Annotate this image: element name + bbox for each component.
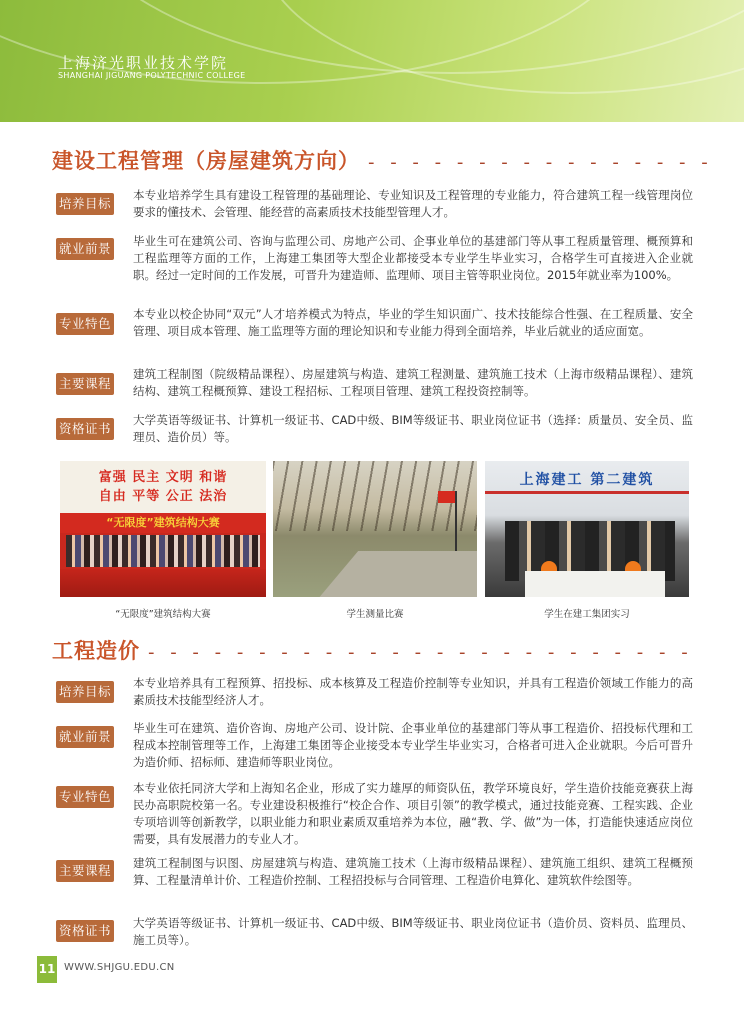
label-features: 专业特色 (56, 313, 114, 335)
text-features: 本专业以校企协同“双元”人才培养模式为特点，毕业的学生知识面广、技术技能综合性强、在工程质量、安全管理、项目成本管理、施工监理等方面的理论知识和专业能力得到全面培养，毕业后就业的适应面宽。 (133, 307, 693, 338)
photo-hardhat (625, 561, 641, 571)
photo-hardhat (541, 561, 557, 571)
page-header (0, 0, 744, 122)
label-certificates: 资格证书 (56, 920, 114, 942)
photo-surveying-contest (273, 461, 477, 597)
photo-red-flag (438, 491, 456, 503)
photo-internship (485, 461, 689, 597)
text-features: 本专业依托同济大学和上海知名企业，形成了实力雄厚的师资队伍，教学环境良好，学生造价技能竞赛获上海民办高职院校第一名。专业建设积极推行“校企合作、项目引领”的教学模式，通过技能竞赛、工程实践、企业专项培训等创新教学，以职业能力和职业素质双重培养为本位，融“教、学、做”为一体，打造能快速适应岗位需要，具有发展潜力的专业人才。 (133, 781, 693, 846)
text-courses: 建筑工程制图与识图、房屋建筑与构造、建筑施工技术（上海市级精品课程）、建筑施工组织、建筑工程概预算、工程量清单计价、工程造价控制、工程招投标与合同管理、工程造价电算化、建筑软件绘图等。 (133, 856, 693, 887)
caption-structure-contest: “无限度”建筑结构大赛 (115, 609, 211, 620)
label-courses: 主要课程 (56, 373, 114, 395)
caption-surveying-contest: 学生测量比赛 (346, 609, 404, 620)
label-training-goal: 培养目标 (56, 681, 114, 703)
label-training-goal: 培养目标 (56, 193, 114, 215)
page-number: 11 (37, 956, 57, 983)
label-employment: 就业前景 (56, 726, 114, 748)
photo-banner-line3: “无限度”建筑结构大赛 (60, 513, 266, 533)
photo-banner-line1: 富强 民主 文明 和谐 (98, 470, 228, 485)
photo-sign-stripe (485, 491, 689, 494)
photo-people-row (66, 535, 260, 567)
photo-sign-text: 上海建工 第二建筑 (519, 472, 655, 488)
text-employment: 毕业生可在建筑公司、咨询与监理公司、房地产公司、企事业单位的基建部门等从事工程质量管理、概预算和工程监理等方面的工作，上海建工集团等大型企业都接受本专业学生毕业实习，合格学生可直接进入企业就职。经过一定时间的工作发展，可晋升为建造师、监理师、项目主管等职业岗位。2015年就业率为100%。 (133, 234, 693, 282)
text-certificates: 大学英语等级证书、计算机一级证书、CAD中级、BIM等级证书、职业岗位证书（造价员、资料员、监理员、施工员等）。 (133, 916, 693, 947)
school-name-cn: 上海济光职业技术学院 (58, 54, 229, 72)
photo-banner-line2: 自由 平等 公正 法治 (98, 489, 228, 504)
label-courses: 主要课程 (56, 860, 114, 882)
text-training-goal: 本专业培养学生具有建设工程管理的基础理论、专业知识及工程管理的专业能力，符合建筑工程一线管理岗位要求的懂技术、会管理、能经营的高素质技术技能型管理人才。 (133, 188, 693, 219)
text-certificates: 大学英语等级证书、计算机一级证书、CAD中级、BIM等级证书、职业岗位证书（选择：质量员、安全员、监理员、造价员）等。 (133, 413, 693, 444)
photo-stage-floor (60, 569, 266, 597)
photo-road (308, 551, 477, 597)
website-link[interactable]: WWW.SHJGU.EDU.CN (64, 962, 175, 973)
photo-table (525, 571, 665, 597)
text-courses: 建筑工程制图（院级精品课程）、房屋建筑与构造、建筑工程测量、建筑施工技术（上海市级精品课程）、建筑结构、建筑工程概预算、建设工程招标、工程项目管理、建筑工程投资控制等。 (133, 367, 693, 398)
section-title-cost-engineering: 工程造价 - - - - - - - - - - - - - - - - - - - - - - - - - (52, 639, 693, 663)
caption-internship: 学生在建工集团实习 (544, 609, 630, 620)
label-certificates: 资格证书 (56, 418, 114, 440)
label-features: 专业特色 (56, 786, 114, 808)
label-employment: 就业前景 (56, 238, 114, 260)
text-employment: 毕业生可在建筑、造价咨询、房地产公司、设计院、企事业单位的基建部门等从事工程造价、招投标代理和工程成本控制管理等工作，上海建工集团等企业接受本专业学生毕业实习，合格者可进入企业就职。今后可晋升为造价师、招标师、建造师等职业岗位。 (133, 721, 693, 769)
school-name-en: SHANGHAI JIGUANG POLYTECHNIC COLLEGE (58, 71, 246, 80)
section-title-construction-management: 建设工程管理（房屋建筑方向） - - - - - - - - - - - - - - - - (52, 149, 713, 173)
photo-structure-contest (60, 461, 266, 597)
photo-flag-pole (455, 491, 457, 551)
text-training-goal: 本专业培养具有工程预算、招投标、成本核算及工程造价控制等专业知识，并具有工程造价领域工作能力的高素质技术技能型经济人才。 (133, 676, 693, 707)
